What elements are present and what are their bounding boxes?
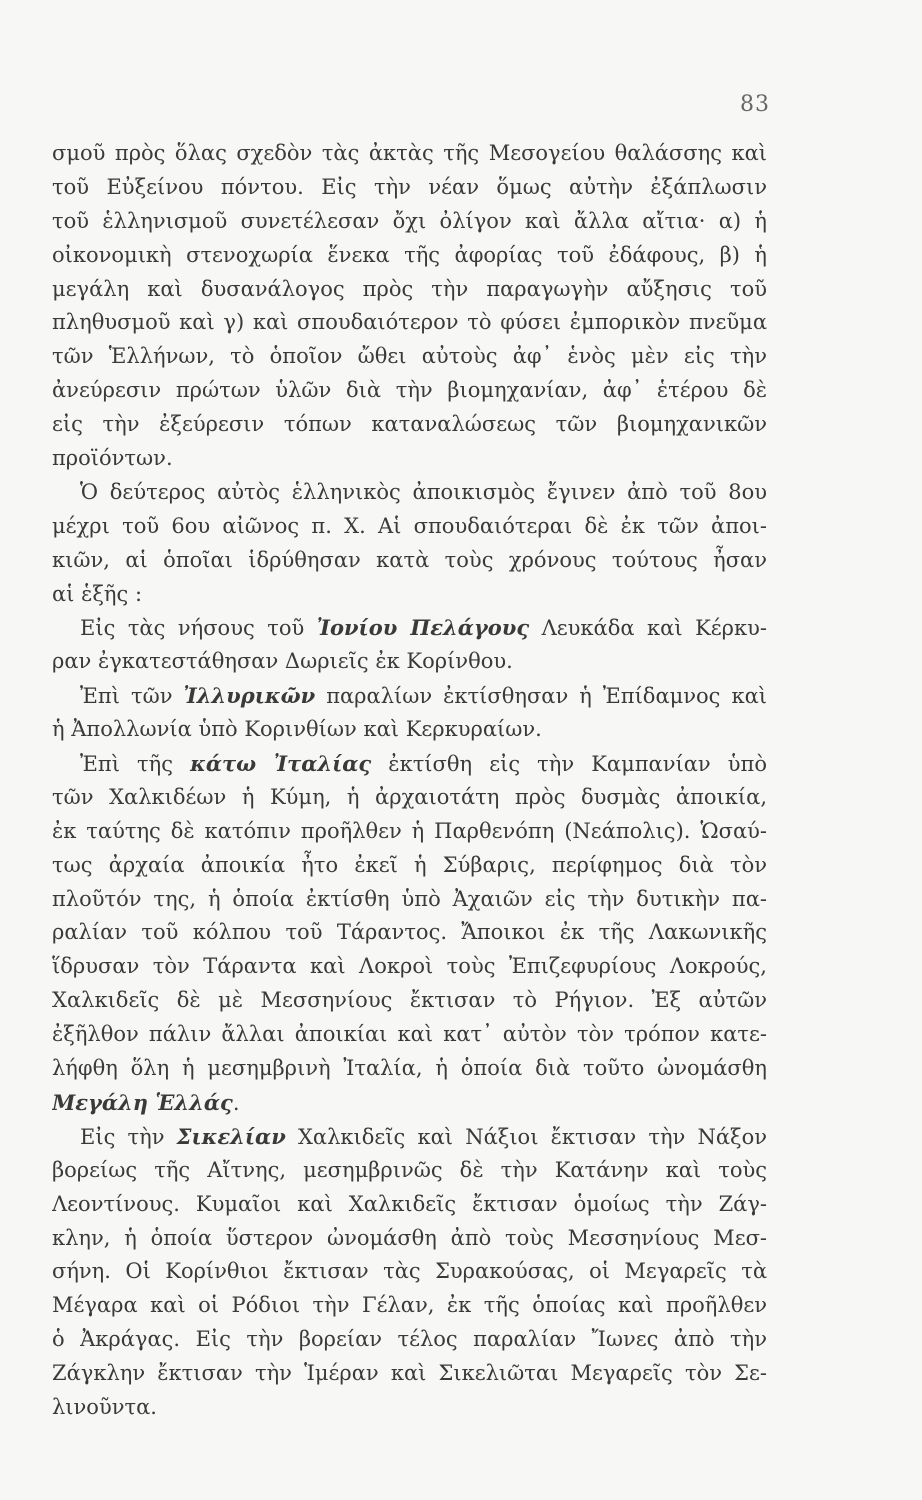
text-line: [52, 171, 767, 205]
text-segment: μέχρι τοῦ 6ου αἰῶνος π. Χ. Αἱ σπουδαιότεραι δὲ ἐκ τῶν ἀποι-: [52, 513, 767, 538]
text-line: [52, 306, 767, 340]
text-segment: ἵδρυσαν τὸν Τάραντα καὶ Λοκροὶ τοὺς Ἐπιζεφυρίους Λοκρούς,: [52, 954, 767, 979]
text-segment: οἰκονομικὴ στενοχωρία ἕνεκα τῆς ἀφορίας τοῦ ἐδάφους, β) ἡ: [52, 242, 767, 267]
text-segment: τοῦ Εὐξείνου πόντου. Εἰς τὴν νέαν ὅμως αὐτὴν ἐξάπλωσιν: [52, 174, 767, 199]
text-line: [52, 1052, 767, 1086]
text-line: [52, 273, 767, 307]
text-segment: Χαλκιδεῖς καὶ Νάξιοι ἔκτισαν τὴν Νάξον: [285, 1124, 767, 1149]
text-segment: ἐξῆλθον πάλιν ἄλλαι ἀποικίαι καὶ κατ᾽ αὐτὸν τὸν τρόπον κατε-: [52, 1022, 767, 1047]
emphasized-text: Ἰονίου Πελάγους: [316, 615, 530, 641]
text-line: [52, 883, 767, 917]
text-segment: εἰς τὴν ἐξεύρεσιν τόπων καταναλώσεως τῶν βιομηχανικῶν: [52, 412, 767, 437]
text-segment: Ἐπὶ τῶν: [80, 684, 184, 709]
text-segment: Ζάγκλην ἔκτισαν τὴν Ἱμέραν καὶ Σικελιῶται Μεγαρεῖς τὸν Σε-: [52, 1361, 767, 1386]
text-line: [52, 1086, 767, 1120]
text-line: [52, 510, 767, 544]
text-segment: ὁ Ἀκράγας. Εἰς τὴν βορείαν τέλος παραλίαν Ἴωνες ἀπὸ τὴν: [52, 1327, 767, 1352]
text-segment: ἐκτίσθη εἰς τὴν Καμπανίαν ὑπὸ: [371, 752, 767, 777]
text-line: [52, 239, 767, 273]
text-line: [52, 611, 767, 645]
text-segment: σήνη. Οἱ Κορίνθιοι ἔκτισαν τὰς Συρακούσας, οἱ Μεγαρεῖς τὰ: [52, 1259, 767, 1284]
text-segment: τῶν Ἑλλήνων, τὸ ὁποῖον ὤθει αὐτοὺς ἀφ᾽ ἑνὸς μὲν εἰς τὴν: [52, 344, 767, 369]
text-segment: Ὁ δεύτερος αὐτὸς ἑλληνικὸς ἀποικισμὸς ἔγινεν ἀπὸ τοῦ 8ου: [80, 479, 767, 504]
text-line: [52, 815, 767, 849]
text-segment: παραλίων ἐκτίσθησαν ἡ Ἐπίδαμνος καὶ: [315, 684, 767, 709]
text-segment: τοῦ ἑλληνισμοῦ συνετέλεσαν ὄχι ὀλίγον καὶ ἄλλα αἴτια· α) ἡ: [52, 208, 767, 233]
text-segment: βορείως τῆς Αἴτνης, μεσημβρινῶς δὲ τὴν Κατάνην καὶ τοὺς: [52, 1157, 767, 1182]
text-line: [52, 1018, 767, 1052]
text-segment: Λεοντίνους. Κυμαῖοι καὶ Χαλκιδεῖς ἔκτισαν ὁμοίως τὴν Ζάγ-: [52, 1191, 767, 1216]
text-line: [52, 1391, 767, 1425]
emphasized-text: Σικελίαν: [176, 1123, 286, 1149]
text-line: [52, 679, 767, 713]
text-line: [52, 544, 767, 578]
text-line: [52, 747, 767, 781]
text-line: [52, 1120, 767, 1154]
text-line: [52, 1289, 767, 1323]
text-line: [52, 137, 767, 171]
text-line: [52, 1222, 767, 1256]
text-segment: Λευκάδα καὶ Κέρκυ-: [529, 616, 767, 641]
text-line: [52, 950, 767, 984]
body-text: [52, 137, 767, 1425]
text-segment: ἀνεύρεσιν πρώτων ὑλῶν διὰ τὴν βιομηχανίαν, ἀφ᾽ ἑτέρου δὲ: [52, 378, 767, 403]
text-line: [52, 205, 767, 239]
text-line: [52, 1323, 767, 1357]
text-segment: λήφθη ὅλη ἡ μεσημβρινὴ Ἰταλία, ἡ ὁποία διὰ τοῦτο ὠνομάσθη: [52, 1056, 767, 1081]
text-line: [52, 408, 767, 442]
text-line: [52, 645, 767, 679]
text-segment: μεγάλη καὶ δυσανάλογος πρὸς τὴν παραγωγὴν αὔξησις τοῦ: [52, 276, 767, 301]
text-segment: Εἰς τὴν: [80, 1124, 177, 1149]
text-segment: σμοῦ πρὸς ὅλας σχεδὸν τὰς ἀκτὰς τῆς Μεσογείου θαλάσσης καὶ: [52, 141, 767, 165]
text-segment: ραν ἐγκατεστάθησαν Δωριεῖς ἐκ Κορίνθου.: [52, 649, 513, 674]
text-line: [52, 578, 767, 612]
text-segment: αἱ ἑξῆς :: [52, 581, 143, 606]
text-line: [52, 476, 767, 510]
text-line: [52, 374, 767, 408]
text-line: [52, 1255, 767, 1289]
text-segment: Εἰς τὰς νήσους τοῦ: [80, 616, 317, 641]
text-segment: Χαλκιδεῖς δὲ μὲ Μεσσηνίους ἔκτισαν τὸ Ρήγιον. Ἐξ αὐτῶν: [52, 988, 767, 1013]
text-segment: .: [232, 1090, 240, 1115]
text-line: [52, 340, 767, 374]
text-segment: τῶν Χαλκιδέων ἡ Κύμη, ἡ ἀρχαιοτάτη πρὸς δυσμὰς ἀποικία,: [52, 784, 767, 809]
text-segment: λινοῦντα.: [52, 1394, 157, 1419]
text-segment: Μέγαρα καὶ οἱ Ρόδιοι τὴν Γέλαν, ἐκ τῆς ὁποίας καὶ προῆλθεν: [52, 1293, 767, 1318]
text-segment: Ἐπὶ τῆς: [80, 752, 191, 777]
text-segment: ἡ Ἀπολλωνία ὑπὸ Κορινθίων καὶ Κερκυραίων.: [52, 717, 542, 742]
text-segment: πλοῦτόν της, ἡ ὁποία ἐκτίσθη ὑπὸ Ἀχαιῶν εἰς τὴν δυτικὴν πα-: [52, 886, 767, 911]
text-line: [52, 984, 767, 1018]
emphasized-text: κάτω Ἰταλίας: [190, 751, 372, 777]
text-segment: πληθυσμοῦ καὶ γ) καὶ σπουδαιότερον τὸ φύσει ἐμπορικὸν πνεῦμα: [52, 310, 767, 335]
text-line: [52, 916, 767, 950]
text-line: [52, 1357, 767, 1391]
text-line: [52, 1188, 767, 1222]
emphasized-text: Μεγάλη Ἑλλάς: [52, 1089, 233, 1115]
text-segment: ραλίαν τοῦ κόλπου τοῦ Τάραντος. Ἄποικοι ἐκ τῆς Λακωνικῆς: [52, 920, 767, 945]
text-line: [52, 781, 767, 815]
text-line: [52, 442, 767, 476]
emphasized-text: Ἰλλυρικῶν: [183, 683, 316, 709]
text-line: [52, 1154, 767, 1188]
text-segment: τως ἀρχαία ἀποικία ἦτο ἐκεῖ ἡ Σύβαρις, περίφημος διὰ τὸν: [52, 852, 767, 877]
text-segment: προϊόντων.: [52, 446, 173, 471]
text-line: [52, 713, 767, 747]
page-number: 83: [740, 92, 770, 117]
text-segment: ἐκ ταύτης δὲ κατόπιν προῆλθεν ἡ Παρθενόπη (Νεάπολις). Ὡσαύ-: [52, 818, 767, 843]
text-segment: κλην, ἡ ὁποία ὕστερον ὠνομάσθη ἀπὸ τοὺς Μεσσηνίους Μεσ-: [52, 1225, 767, 1250]
text-line: [52, 849, 767, 883]
text-segment: κιῶν, αἱ ὁποῖαι ἱδρύθησαν κατὰ τοὺς χρόνους τούτους ἦσαν: [52, 547, 767, 572]
